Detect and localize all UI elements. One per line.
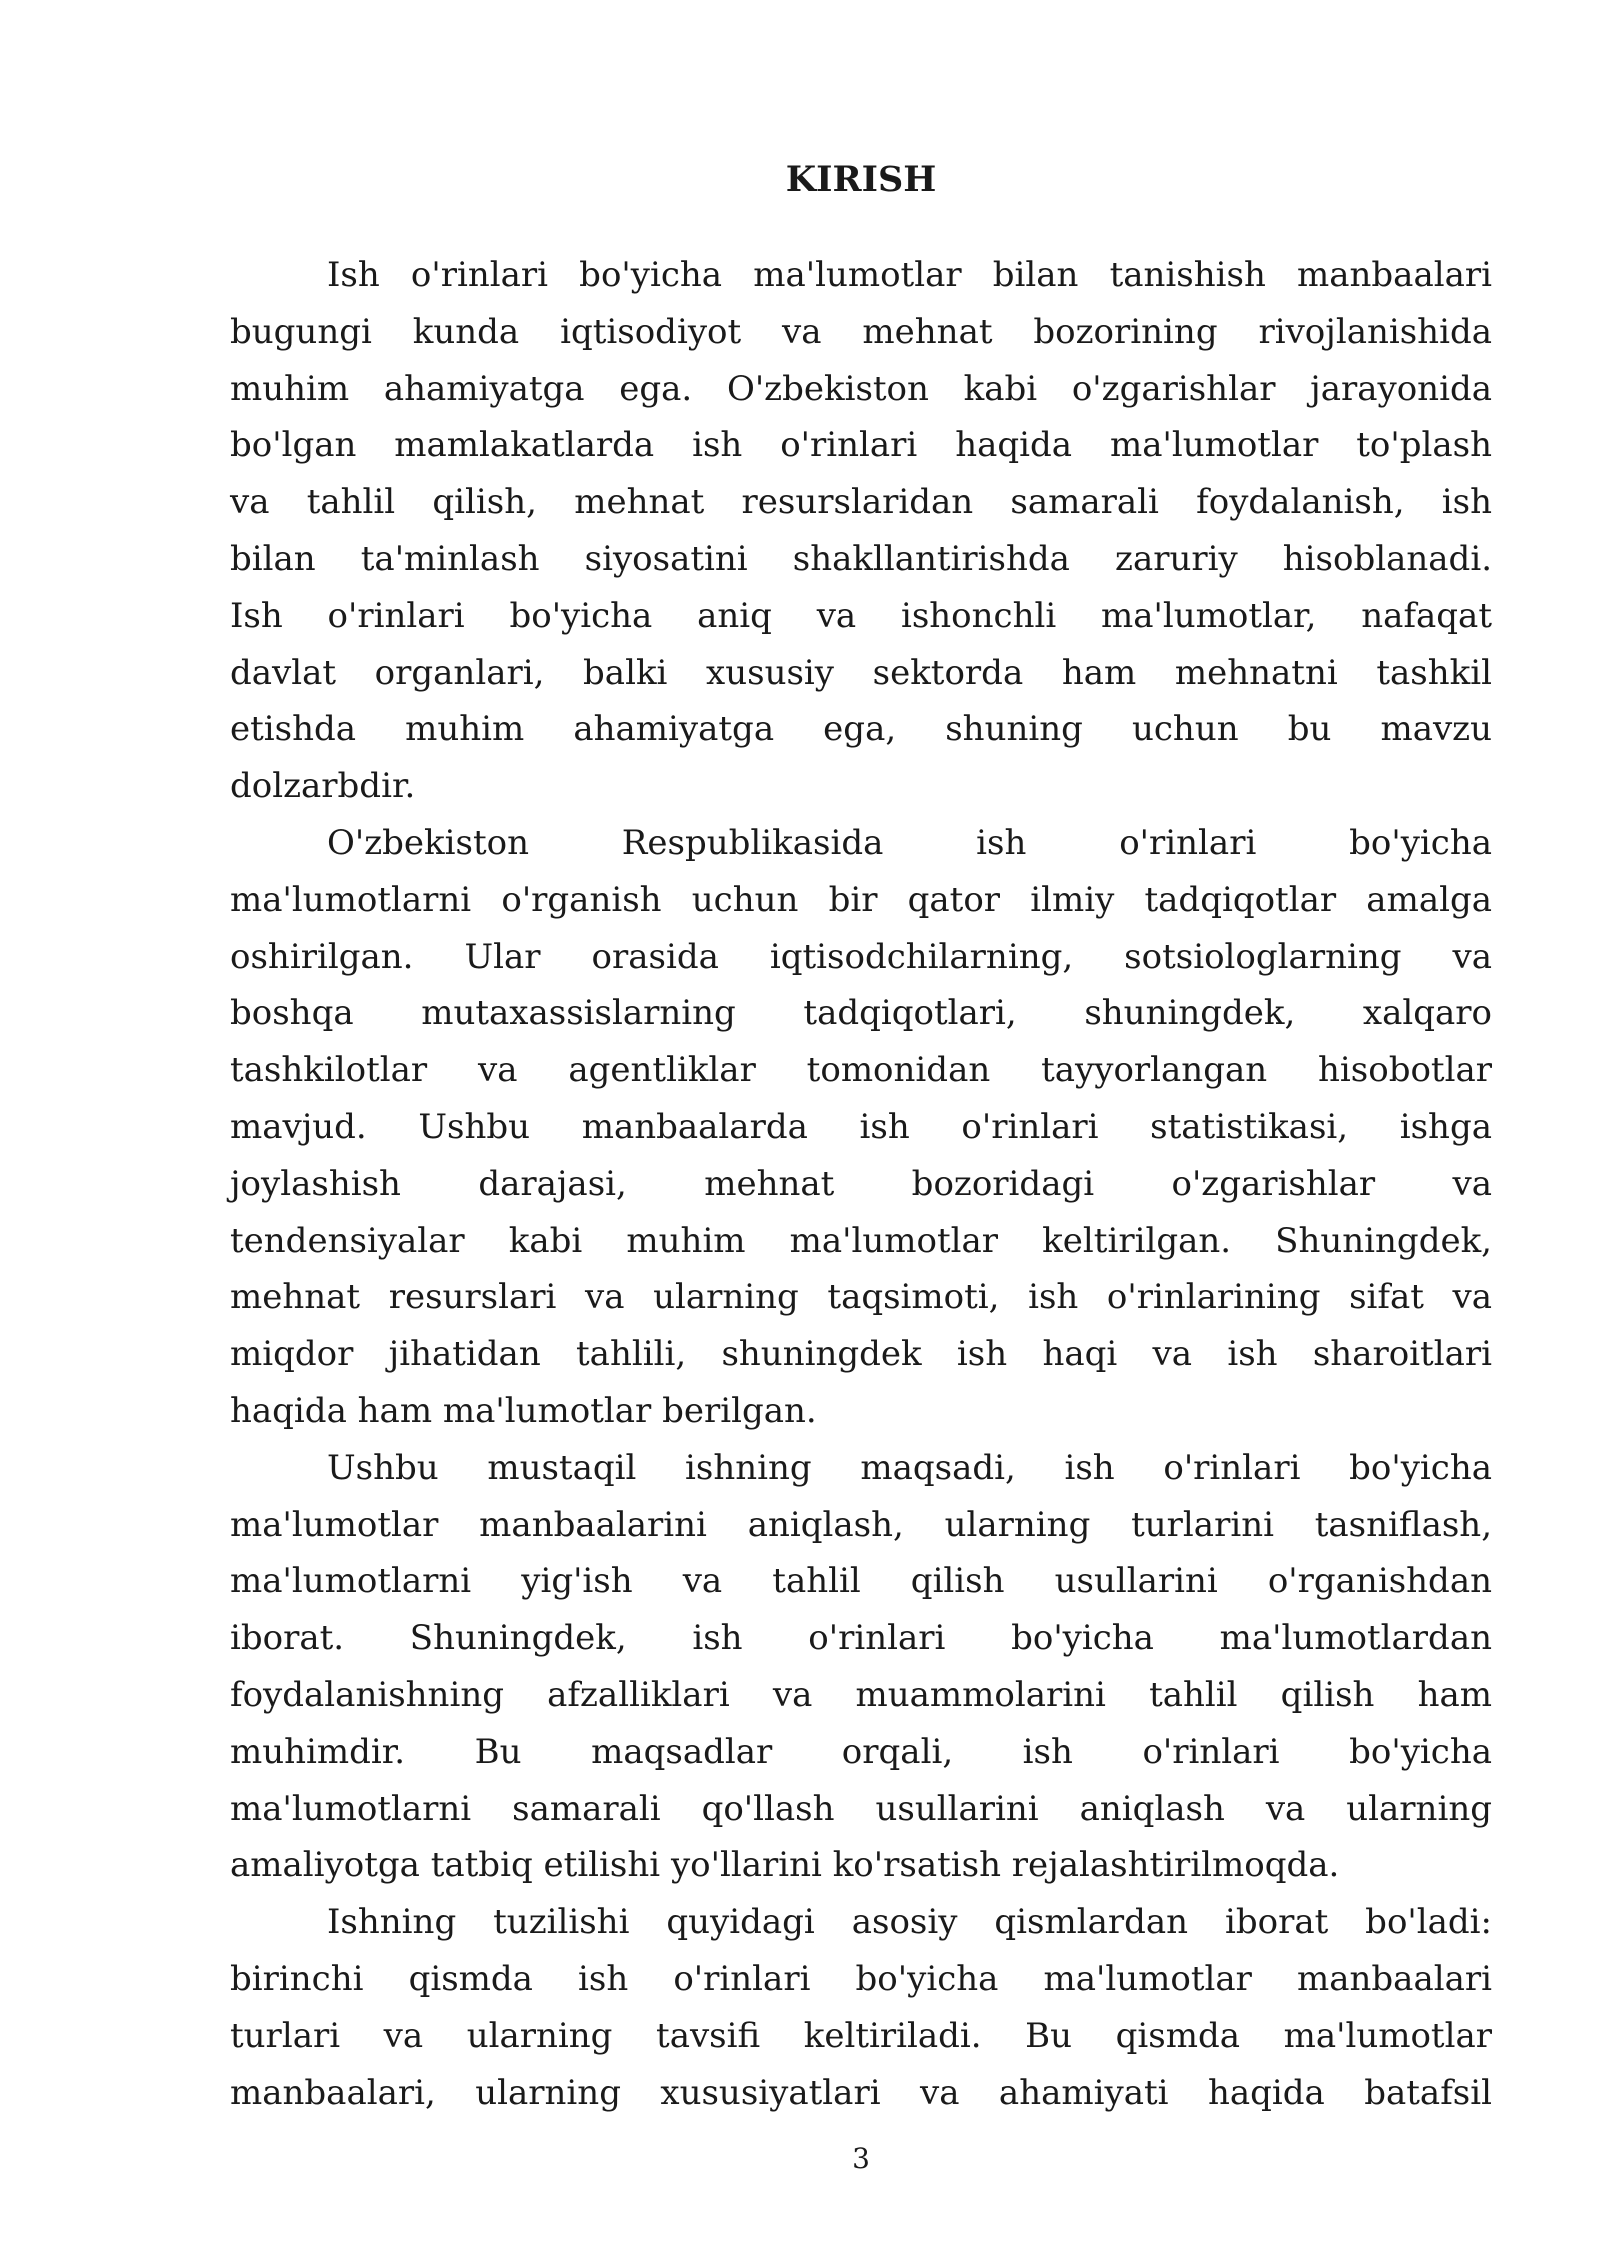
text-line: manbaalari, ularning xususiyatlari va ahamiyati haqida batafsil <box>230 2072 1492 2113</box>
text-line: etishda muhim ahamiyatga ega, shuning uchun bu mavzu <box>230 709 1492 750</box>
text-line: boshqa mutaxassislarning tadqiqotlari, shuningdek, xalqaro <box>230 993 1492 1034</box>
text-line: ma'lumotlarni samarali qo'llash usullarini aniqlash va ularning <box>230 1788 1492 1829</box>
text-line: va tahlil qilish, mehnat resurslaridan samarali foydalanish, ish <box>230 482 1492 523</box>
text-line: ma'lumotlar manbaalarini aniqlash, ularning turlarini tasniflash, <box>230 1504 1492 1545</box>
text-line: haqida ham ma'lumotlar berilgan. <box>230 1390 817 1431</box>
page-title: KIRISH <box>785 159 937 200</box>
text-line: oshirilgan. Ular orasida iqtisodchilarning, sotsiologlarning va <box>230 936 1492 977</box>
text-line: ma'lumotlarni o'rganish uchun bir qator ilmiy tadqiqotlar amalga <box>230 879 1492 920</box>
paragraph <box>230 1894 1492 2121</box>
text-line: joylashish darajasi, mehnat bozoridagi o'zgarishlar va <box>230 1163 1492 1204</box>
text-line: O'zbekiston Respublikasida ish o'rinlari bo'yicha <box>327 822 1492 863</box>
text-line: iborat. Shuningdek, ish o'rinlari bo'yicha ma'lumotlardan <box>230 1618 1492 1659</box>
text-line: Ishning tuzilishi quyidagi asosiy qismlardan iborat bo'ladi: <box>327 1902 1492 1943</box>
text-line: muhimdir. Bu maqsadlar orqali, ish o'rinlari bo'yicha <box>230 1731 1492 1772</box>
text-line: amaliyotga tatbiq etilishi yo'llarini ko'rsatish rejalashtirilmoqda. <box>230 1845 1340 1886</box>
paragraph <box>230 1440 1492 1894</box>
text-line: mehnat resurslari va ularning taqsimoti, ish o'rinlarining sifat va <box>230 1277 1492 1318</box>
text-line: tendensiyalar kabi muhim ma'lumotlar keltirilgan. Shuningdek, <box>230 1220 1492 1261</box>
text-line: ma'lumotlarni yig'ish va tahlil qilish usullarini o'rganishdan <box>230 1561 1492 1602</box>
paragraph <box>230 247 1492 815</box>
text-line: foydalanishning afzalliklari va muammolarini tahlil qilish ham <box>230 1674 1492 1715</box>
text-line: turlari va ularning tavsifi keltiriladi. Bu qismda ma'lumotlar <box>230 2015 1492 2056</box>
paragraph <box>230 815 1492 1440</box>
text-line: Ish o'rinlari bo'yicha aniq va ishonchli ma'lumotlar, nafaqat <box>230 595 1492 636</box>
text-line: Ushbu mustaqil ishning maqsadi, ish o'rinlari bo'yicha <box>327 1447 1492 1488</box>
text-line: muhim ahamiyatga ega. O'zbekiston kabi o'zgarishlar jarayonida <box>230 368 1492 409</box>
text-line: dolzarbdir. <box>230 766 416 807</box>
text-line: mavjud. Ushbu manbaalarda ish o'rinlari statistikasi, ishga <box>230 1106 1492 1147</box>
text-line: Ish o'rinlari bo'yicha ma'lumotlar bilan tanishish manbaalari <box>327 255 1492 295</box>
text-line: birinchi qismda ish o'rinlari bo'yicha ma'lumotlar manbaalari <box>230 1958 1492 1999</box>
text-line: tashkilotlar va agentliklar tomonidan tayyorlangan hisobotlar <box>230 1050 1492 1091</box>
text-line: bugungi kunda iqtisodiyot va mehnat bozorining rivojlanishida <box>230 311 1492 352</box>
text-line: bilan ta'minlash siyosatini shakllantirishda zaruriy hisoblanadi. <box>230 538 1492 579</box>
text-line: davlat organlari, balki xususiy sektorda ham mehnatni tashkil <box>230 652 1492 693</box>
page-number: 3 <box>852 2142 870 2175</box>
text-line: bo'lgan mamlakatlarda ish o'rinlari haqida ma'lumotlar to'plash <box>230 425 1492 466</box>
text-line: miqdor jihatidan tahlili, shuningdek ish haqi va ish sharoitlari <box>230 1334 1492 1375</box>
body-text <box>230 247 1492 2121</box>
